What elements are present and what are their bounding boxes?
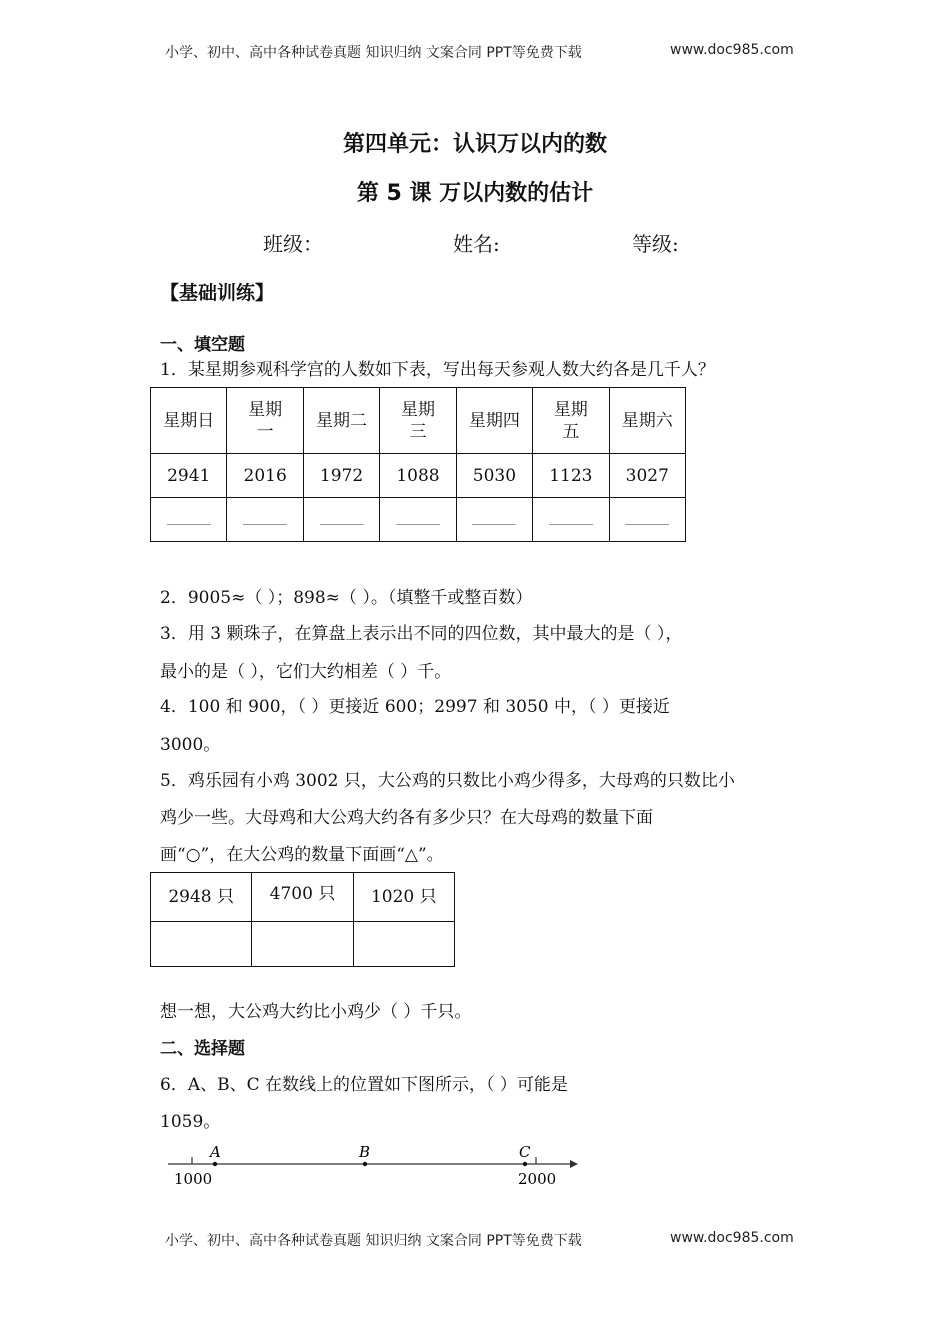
question-6-line1: 6．A、B、C 在数线上的位置如下图所示，（ ）可能是 [160, 1075, 568, 1095]
point-b-dot [363, 1162, 367, 1166]
mark-cell[interactable] [151, 922, 252, 967]
count-cell: 3027 [609, 454, 685, 498]
point-b-label: B [359, 1143, 371, 1161]
part2-heading: 二、选择题 [160, 1039, 245, 1059]
question-5-line2: 鸡少一些。大母鸡和大公鸡大约各有多少只？在大母鸡的数量下面 [160, 808, 653, 828]
answer-blank [167, 514, 211, 525]
count-cell: 1972 [303, 454, 379, 498]
visitors-table [150, 387, 686, 542]
page-header-site: www.doc985.com [670, 42, 794, 58]
day-cell: 星期四 [456, 388, 532, 454]
count-cell: 1123 [533, 454, 609, 498]
day-cell-text: 星期一 [248, 399, 283, 442]
question-3-line1: 3．用 3 颗珠子，在算盘上表示出不同的四位数，其中最大的是（ ）， [160, 624, 683, 644]
answer-blank [243, 514, 287, 525]
answer-cell[interactable] [456, 498, 532, 542]
point-c-label: C [519, 1143, 531, 1161]
day-cell-text: 星期三 [400, 399, 435, 442]
chicken-count-cell: 4700 只 [252, 873, 353, 922]
answer-cell[interactable] [303, 498, 379, 542]
day-cell-text: 星期五 [553, 399, 588, 442]
answer-cell[interactable] [227, 498, 303, 542]
question-5-line3: 画“○”，在大公鸡的数量下面画“△”。 [160, 845, 444, 865]
chicken-count-cell: 1020 只 [353, 873, 454, 922]
day-cell [227, 388, 303, 454]
number-line-arrow [570, 1160, 578, 1168]
day-cell [380, 388, 456, 454]
name-label: 姓名: [453, 232, 500, 256]
point-c-dot [523, 1162, 527, 1166]
question-3-line2: 最小的是（ ），它们大约相差（ ）千。 [160, 662, 452, 682]
question-2: 2．9005≈（ ）；898≈（ ）。（填整千或整百数） [160, 588, 533, 608]
question-6-line2: 1059。 [160, 1112, 221, 1132]
day-cell [533, 388, 609, 454]
mark-cell[interactable] [252, 922, 353, 967]
question-4-line2: 3000。 [160, 735, 221, 755]
count-cell: 2016 [227, 454, 303, 498]
answer-blank [472, 514, 516, 525]
max-tick-label: 2000 [518, 1170, 557, 1188]
point-a-label: A [210, 1143, 221, 1161]
answer-cell[interactable] [609, 498, 685, 542]
page-footer-site: www.doc985.com [670, 1230, 794, 1246]
answer-cell[interactable] [533, 498, 609, 542]
unit-title: 第四单元：认识万以内的数 [342, 132, 607, 157]
page-footer-text: 小学、初中、高中各种试卷真题 知识归纳 文案合同 PPT等免费下载 [165, 1233, 582, 1249]
count-cell: 2941 [151, 454, 227, 498]
page-header-text: 小学、初中、高中各种试卷真题 知识归纳 文案合同 PPT等免费下载 [165, 45, 582, 61]
answer-cell[interactable] [380, 498, 456, 542]
chicken-count-cell: 2948 只 [151, 873, 252, 922]
question-4-line1: 4．100 和 900，（ ）更接近 600；2997 和 3050 中，（ ）更接近 [160, 697, 670, 717]
mark-cell[interactable] [353, 922, 454, 967]
class-label: 班级： [263, 232, 323, 256]
day-cell: 星期六 [609, 388, 685, 454]
part1-heading: 一、填空题 [160, 335, 245, 355]
min-tick-label: 1000 [174, 1170, 213, 1188]
chicken-table [150, 872, 455, 967]
count-cell: 5030 [456, 454, 532, 498]
answer-blank [549, 514, 593, 525]
question-1: 1．某星期参观科学宫的人数如下表，写出每天参观人数大约各是几千人？ [160, 360, 715, 380]
answer-cell[interactable] [151, 498, 227, 542]
number-line [160, 1140, 590, 1190]
lesson-title: 第 5 课 万以内数的估计 [356, 181, 594, 206]
question-5-line1: 5．鸡乐园有小鸡 3002 只，大公鸡的只数比小鸡少得多，大母鸡的只数比小 [160, 771, 735, 791]
answer-blank [625, 514, 669, 525]
grade-label: 等级: [632, 232, 679, 256]
answer-blank [320, 514, 364, 525]
answer-blank [396, 514, 440, 525]
day-cell: 星期二 [303, 388, 379, 454]
point-a-dot [213, 1162, 217, 1166]
day-cell: 星期日 [151, 388, 227, 454]
count-cell: 1088 [380, 454, 456, 498]
section-basic-heading: 【基础训练】 [160, 282, 275, 304]
think-question: 想一想，大公鸡大约比小鸡少（ ）千只。 [160, 1002, 472, 1022]
